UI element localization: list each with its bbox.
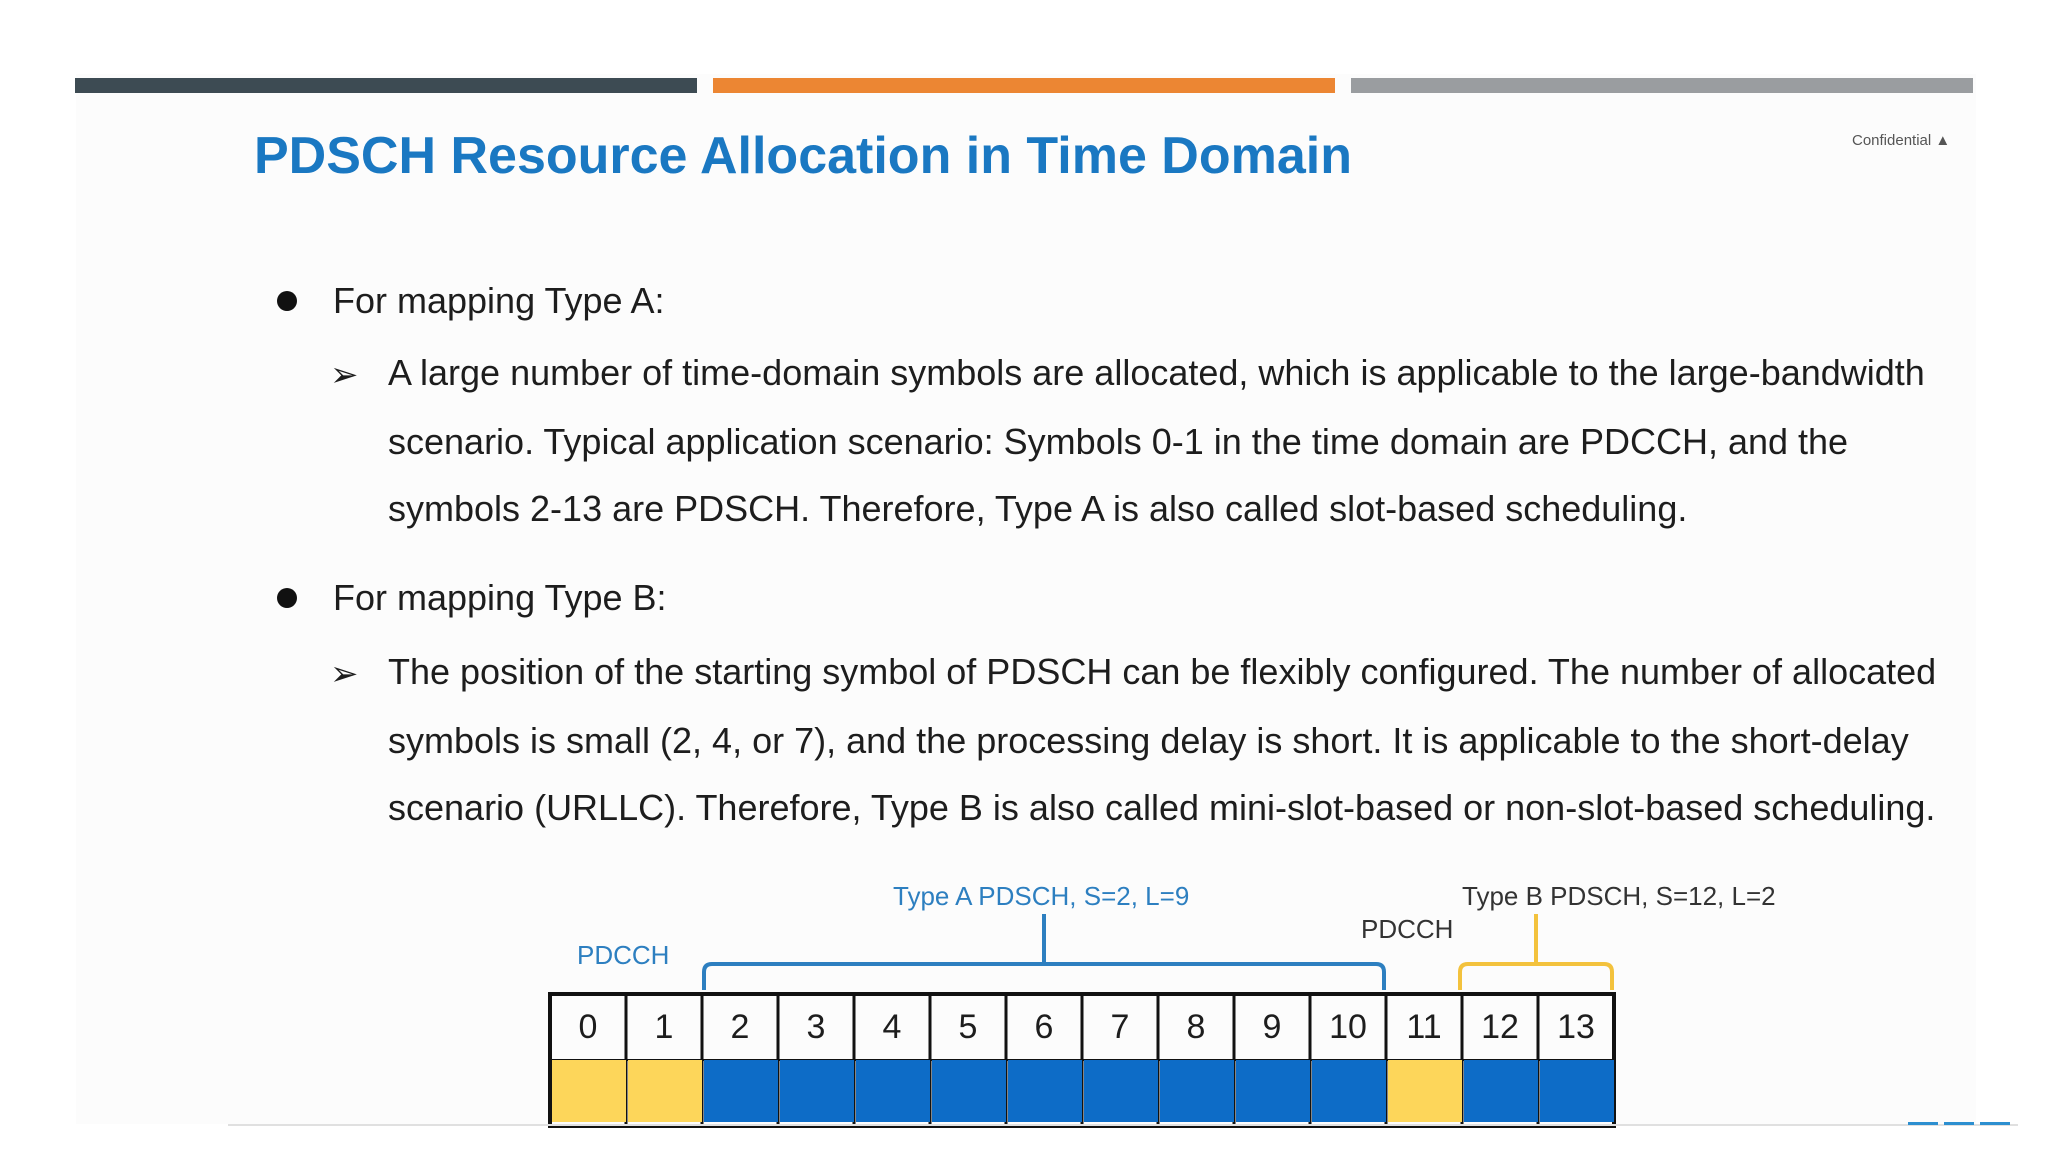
bullet-dot [277, 291, 297, 311]
type-a-line-2: scenario. Typical application scenario: Symbols 0-1 in the time domain are PDCCH, and the [388, 421, 1849, 462]
bullet-dot [277, 588, 297, 608]
symbol-cell-pdsch [704, 1060, 778, 1122]
symbol-cell-pdsch [780, 1060, 854, 1122]
symbol-number-8: 8 [1186, 1008, 1206, 1046]
arrow-bullet-icon: ➢ [330, 356, 359, 394]
section-heading-type-b: For mapping Type B: [333, 577, 667, 618]
symbol-cell-pdsch [1236, 1060, 1310, 1122]
symbol-number-4: 4 [882, 1008, 902, 1046]
header-bar-orange [713, 78, 1335, 93]
symbol-cell-pdsch [1084, 1060, 1158, 1122]
symbol-cell-pdsch [1160, 1060, 1234, 1122]
type-b-line-2: symbols is small (2, 4, or 7), and the processing delay is short. It is applicable to the short-delay [388, 720, 1909, 761]
arrow-bullet-icon: ➢ [330, 655, 359, 693]
symbol-number-6: 6 [1034, 1008, 1054, 1046]
type-b-line-1: The position of the starting symbol of PDSCH can be flexibly configured. The number of allocated [388, 651, 1937, 692]
type-a-pdsch-label: Type A PDSCH, S=2, L=9 [893, 881, 1190, 911]
symbol-number-10: 10 [1329, 1008, 1367, 1046]
type-a-line-1: A large number of time-domain symbols are allocated, which is applicable to the large-bandwidth [388, 352, 1925, 393]
symbol-cell-pdcch [552, 1060, 626, 1122]
symbol-number-7: 7 [1110, 1008, 1130, 1046]
symbol-number-3: 3 [806, 1008, 826, 1046]
symbol-number-2: 2 [730, 1008, 750, 1046]
symbol-cell-pdsch [856, 1060, 930, 1122]
symbol-cell-pdcch [628, 1060, 702, 1122]
symbol-number-13: 13 [1557, 1008, 1595, 1046]
header-bar-gray [1351, 78, 1973, 93]
symbol-number-1: 1 [654, 1008, 674, 1046]
symbol-cell-pdsch [932, 1060, 1006, 1122]
symbol-number-11: 11 [1406, 1008, 1442, 1046]
symbol-cell-pdcch [1388, 1060, 1462, 1122]
type-a-line-3: symbols 2-13 are PDSCH. Therefore, Type A is also called slot-based scheduling. [388, 488, 1688, 529]
symbol-number-5: 5 [958, 1008, 978, 1046]
symbol-number-9: 9 [1262, 1008, 1282, 1046]
confidential-label: Confidential ▲ [1852, 132, 1951, 149]
symbol-cell-pdsch [1312, 1060, 1386, 1122]
footer-dash [1908, 1122, 1938, 1125]
symbol-number-0: 0 [578, 1008, 598, 1046]
pdcch-label-left: PDCCH [577, 940, 670, 970]
footer-dash [1980, 1122, 2010, 1125]
type-b-line-3: scenario (URLLC). Therefore, Type B is also called mini-slot-based or non-slot-based scheduling. [388, 787, 1936, 828]
symbol-number-12: 12 [1481, 1008, 1519, 1046]
header-bar-dark [75, 78, 697, 93]
symbol-cell-pdsch [1464, 1060, 1538, 1122]
type-b-pdsch-label: Type B PDSCH, S=12, L=2 [1462, 881, 1776, 911]
footer-line [228, 1124, 2018, 1126]
symbol-cell-pdsch [1540, 1060, 1614, 1122]
footer-dash [1944, 1122, 1974, 1125]
slide-title: PDSCH Resource Allocation in Time Domain [254, 127, 1352, 185]
pdcch-label-right: PDCCH [1361, 914, 1454, 944]
section-heading-type-a: For mapping Type A: [333, 280, 665, 321]
symbol-cell-pdsch [1008, 1060, 1082, 1122]
